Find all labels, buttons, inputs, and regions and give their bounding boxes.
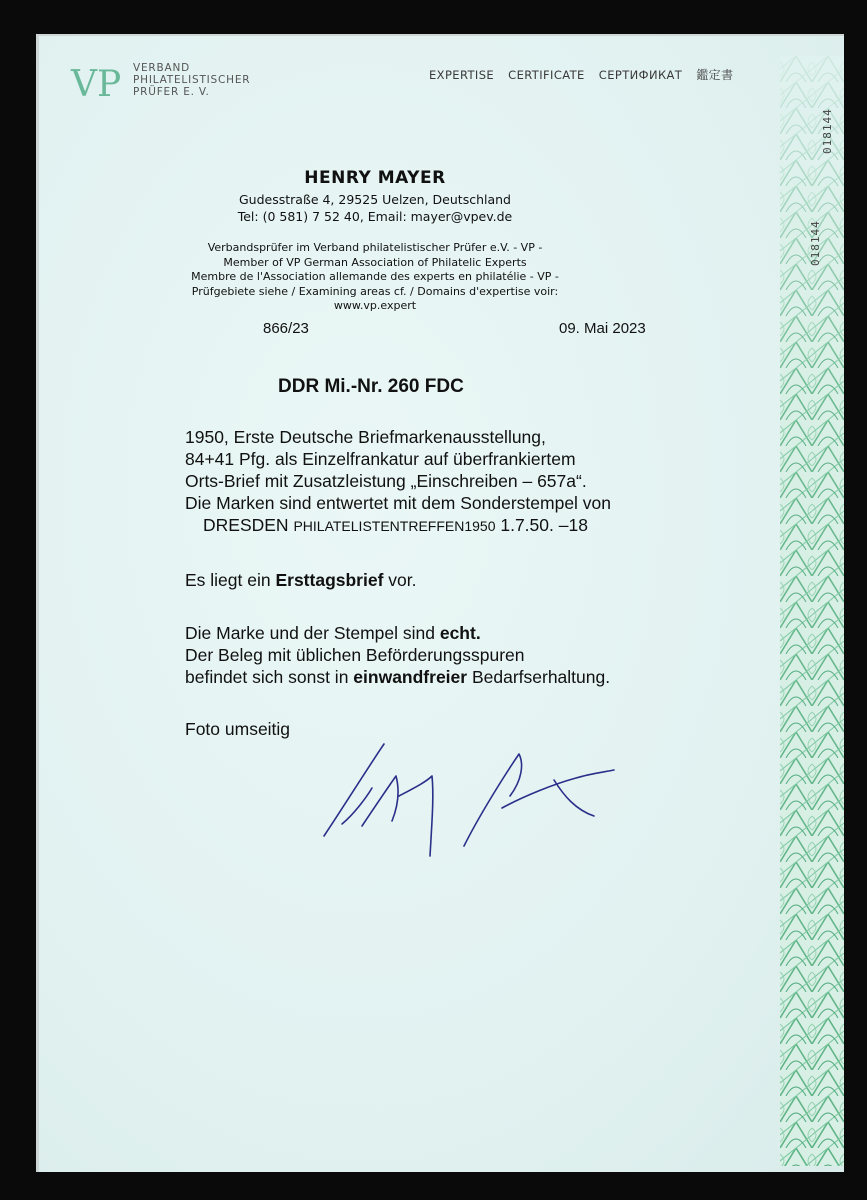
fdc-text-end: vor. — [383, 570, 417, 590]
website-link: www.vp.expert — [333, 299, 417, 312]
certificate-sheet — [36, 34, 844, 1172]
vp-logo-icon — [69, 62, 129, 102]
condition-line: Der Beleg mit üblichen Beförderungsspuren — [185, 645, 525, 665]
cert-word-en: CERTIFICATE — [508, 68, 585, 82]
condition-text-end: Bedarfserhaltung. — [467, 667, 611, 687]
cert-word-ja: 鑑定書 — [696, 68, 734, 82]
membership-line: Member of VP German Association of Philatelic Experts — [223, 255, 527, 269]
description — [185, 426, 611, 537]
membership-line: Membre de l'Association allemande des experts en philatélie - VP - — [191, 270, 559, 283]
serial-number: 018144 — [809, 220, 822, 266]
org-line: PRÜFER E. V. — [133, 86, 210, 98]
cancel-event: PHILATELISTENTREFFEN1950 — [293, 518, 496, 534]
org-line: PHILATELISTISCHER — [133, 74, 251, 86]
condition-bold: einwandfreier — [353, 667, 468, 687]
org-line: VERBAND — [133, 62, 191, 74]
membership-line: Prüfgebiete siehe / Examining areas cf. / Domains d'expertise voir: — [191, 284, 559, 298]
org-name — [133, 62, 250, 98]
fdc-statement — [185, 569, 417, 591]
fdc-bold: Ersttagsbrief — [275, 570, 384, 590]
contact-line: Tel: (0 581) 7 52 40, Email: mayer@vpev.de — [237, 209, 513, 224]
svg-text:VP: VP — [71, 64, 122, 102]
verdict-text: Die Marke und der Stempel sind — [185, 623, 440, 643]
verdict — [185, 622, 610, 688]
expert-address — [39, 191, 711, 225]
certificate-date: 09. Mai 2023 — [559, 320, 646, 337]
membership-block — [39, 241, 711, 314]
certificate-title: DDR Mi.-Nr. 260 FDC — [278, 376, 464, 397]
description-line: 1950, Erste Deutsche Briefmarkenausstellung, — [185, 427, 546, 447]
reference-number: 866/23 — [263, 320, 309, 337]
signature-icon — [314, 736, 634, 876]
expert-name: HENRY MAYER — [304, 168, 446, 188]
photo-note: Foto umseitig — [185, 719, 291, 739]
description-line: Die Marken sind entwertet mit dem Sonderstempel von — [185, 493, 612, 513]
cert-word-de: EXPERTISE — [429, 68, 495, 82]
address-line: Gudesstraße 4, 29525 Uelzen, Deutschland — [238, 192, 511, 207]
verdict-bold: echt. — [439, 623, 481, 643]
cancel-date: 1.7.50. –18 — [500, 515, 588, 535]
cancel-city: DRESDEN — [203, 515, 289, 535]
fdc-text: Es liegt ein — [185, 570, 276, 590]
membership-line: Verbandsprüfer im Verband philatelistischer Prüfer e.V. - VP - — [207, 241, 543, 254]
verdict-line — [185, 622, 610, 644]
description-line: Orts-Brief mit Zusatzleistung „Einschreiben – 657a“. — [185, 471, 587, 491]
cancellation-line — [185, 514, 611, 537]
description-line: 84+41 Pfg. als Einzelfrankatur auf überfrankiertem — [185, 449, 576, 469]
condition-text: befindet sich sonst in — [185, 667, 354, 687]
cert-word-ru: СЕРТИФИКАТ — [598, 68, 683, 82]
certificate-label — [429, 66, 743, 83]
condition-line — [185, 666, 610, 688]
serial-number: 018144 — [821, 108, 834, 154]
